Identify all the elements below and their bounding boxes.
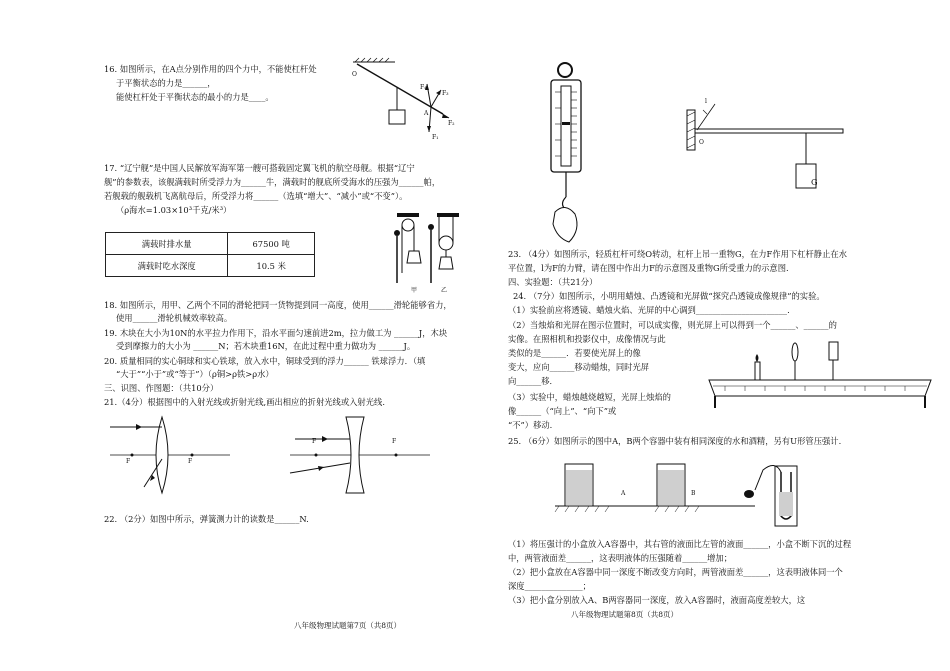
optical-bench-diagram bbox=[705, 338, 935, 438]
q24-line1: 24. （7分）如图所示，小明用蜡烛、凸透镜和光屏做“探究凸透镜成像规律”的实验。 bbox=[513, 291, 825, 301]
q24-line5: 类似的是______．若要使光屏上的像 bbox=[508, 348, 641, 358]
q23-line2: 平位置，l为F的力臂，请在图中作出力F的示意图及重物G所受重力的示意图. bbox=[508, 263, 789, 273]
q20-line2: “大于”“小于”或“等于”）（ρ铜>ρ铁>ρ水） bbox=[116, 369, 274, 379]
q19-line1: 19. 木块在大小为10N的水平拉力作用下，沿水平面匀速前进2m，拉力做工为 ______J，木块 bbox=[104, 328, 448, 338]
q16-line2: 于平衡状态的力是______， bbox=[116, 78, 216, 88]
fig23-label-o: O bbox=[699, 139, 704, 146]
q25-line2: （1）将压强计的小盒放入A容器中，其右管的液面比左管的液面______，小盒不断下沉的过程 bbox=[508, 539, 852, 549]
q24-line7: 向______移． bbox=[508, 376, 558, 386]
fig17-label-yi: 乙 bbox=[441, 287, 448, 294]
q25-line3: 中，两管液面差______，这表明液体的压强随着______增加； bbox=[508, 553, 733, 563]
q25-line4: （2）把小盒放在A容器中同一深度不断改变方向时，两管液面差______，这表明液体同一个 bbox=[508, 567, 843, 577]
q24-line9: 像______（“向上”、“向下”或 bbox=[508, 406, 617, 416]
lens-diagram bbox=[110, 415, 440, 505]
q23-line1: 23. （4分）如图所示，轻质杠杆可绕O转动，杠杆上吊一重物G，在力F作用下杠杆静止在水 bbox=[508, 249, 847, 259]
q19-line2: 受到摩擦力的大小为 ______N；若木块重16N，在此过程中重力做功为 ______J。 bbox=[116, 341, 416, 351]
fig21-label-f3: F bbox=[312, 438, 317, 445]
q18-line1: 18. 如图所示，用甲、乙两个不同的滑轮把同一货物提到同一高度，使用______滑轮能够省力， bbox=[104, 300, 452, 310]
table-cell: 10.5 米 bbox=[228, 255, 315, 277]
q22-line1: 22. （2分）如图中所示，弹簧测力计的读数是______N. bbox=[104, 514, 309, 524]
q24-line2: （1）实验前应将透镜、蜡烛火焰、光屏的中心调到______________________. bbox=[508, 305, 790, 315]
q25-line1: 25. （6分）如图所示的图中A，B两个容器中装有相同深度的水和酒精，另有U形管压强计. bbox=[508, 436, 842, 446]
table-cell: 满载时吃水深度 bbox=[106, 255, 228, 277]
q17-line4: （ρ海水=1.03×10³千克/米³） bbox=[116, 205, 232, 215]
fig21-label-f1: F bbox=[126, 458, 131, 465]
table-row bbox=[106, 233, 315, 255]
q17-line1: 17. “辽宁舰”是中国人民解放军海军第一艘可搭载固定翼飞机的航空母舰。根据“辽宁 bbox=[104, 163, 415, 173]
q25-line6: （3）把小盒分别放入A、B两容器同一深度，放入A容器时，液面高度差较大，这 bbox=[508, 595, 806, 605]
q18-line2: 使用______滑轮机械效率较高。 bbox=[116, 313, 233, 323]
q24-line10: “不”）移动. bbox=[508, 420, 553, 430]
fig16-label-o: O bbox=[352, 71, 357, 78]
fig16-label-f1: F₁ bbox=[432, 134, 439, 141]
q16-line1: 16. 如图所示，在A点分别作用的四个力中，不能使杠杆处 bbox=[104, 64, 317, 74]
footer-left: 八年级物理试题第7页（共8页） bbox=[294, 621, 402, 630]
fig16-label-f3: F₃ bbox=[442, 90, 449, 97]
fig23-label-l: l bbox=[705, 98, 707, 105]
pulley-diagram bbox=[385, 213, 475, 285]
fig25-label-a: A bbox=[621, 490, 626, 497]
table-cell: 67500 吨 bbox=[228, 233, 315, 255]
table-cell: 满载时排水量 bbox=[106, 233, 228, 255]
q24-line3: （2）当烛焰和光屏在图示位置时，可以成实像，则光屏上可以得到一个______、______的 bbox=[508, 320, 837, 330]
fig16-label-f4: F₄ bbox=[420, 84, 427, 91]
fig21-label-f4: F bbox=[392, 438, 397, 445]
q25-line5: 深度______________； bbox=[508, 581, 591, 591]
q24-line8: （3）实验中，蜡烛越烧越短，光屏上烛焰的 bbox=[508, 392, 671, 402]
section-4-heading: 四、实验题：（共21分） bbox=[508, 277, 598, 287]
right-page bbox=[475, 0, 950, 671]
q24-line4: 实像。在照相机和投影仪中，成像情况与此 bbox=[508, 334, 666, 344]
q24-line6: 变大，应向______移动蜡烛，同时光屏 bbox=[508, 362, 650, 372]
table-row bbox=[106, 255, 315, 277]
footer-right: 八年级物理试题第8页（共8页） bbox=[571, 610, 679, 619]
lever-diagram bbox=[685, 90, 855, 200]
fig16-label-a: A bbox=[424, 110, 429, 117]
fig25-label-b: B bbox=[691, 490, 696, 497]
q17-param-table bbox=[105, 232, 315, 277]
q21-line1: 21.（4分）根据图中的入射光线或折射光线,画出相应的折射光线或入射光线. bbox=[104, 397, 385, 407]
q17-line3: 若舰载的舰载机飞离航母后，所受浮力将______（选填“增大”、“减小”或“不变”）。 bbox=[104, 191, 408, 201]
section-3-heading: 三、识图、作图题：（共10分） bbox=[104, 383, 219, 393]
fig21-label-f2: F bbox=[188, 458, 193, 465]
fig23-label-g: G bbox=[811, 177, 818, 187]
q16-line3: 能使杠杆处于平衡状态的最小的力是____。 bbox=[116, 92, 274, 102]
q17-line2: 舰”的参数表，该舰满载时所受浮力为______牛，满载时的舰底所受海水的压强为______帕， bbox=[104, 177, 441, 187]
pressure-gauge-diagram bbox=[555, 452, 905, 532]
fig17-label-jia: 甲 bbox=[411, 287, 418, 294]
q20-line1: 20. 质量相同的实心铜球和实心铁球，放入水中，铜球受到的浮力______ 铁球浮力．（填 bbox=[104, 356, 426, 366]
fig16-label-f2: F₂ bbox=[448, 120, 455, 127]
